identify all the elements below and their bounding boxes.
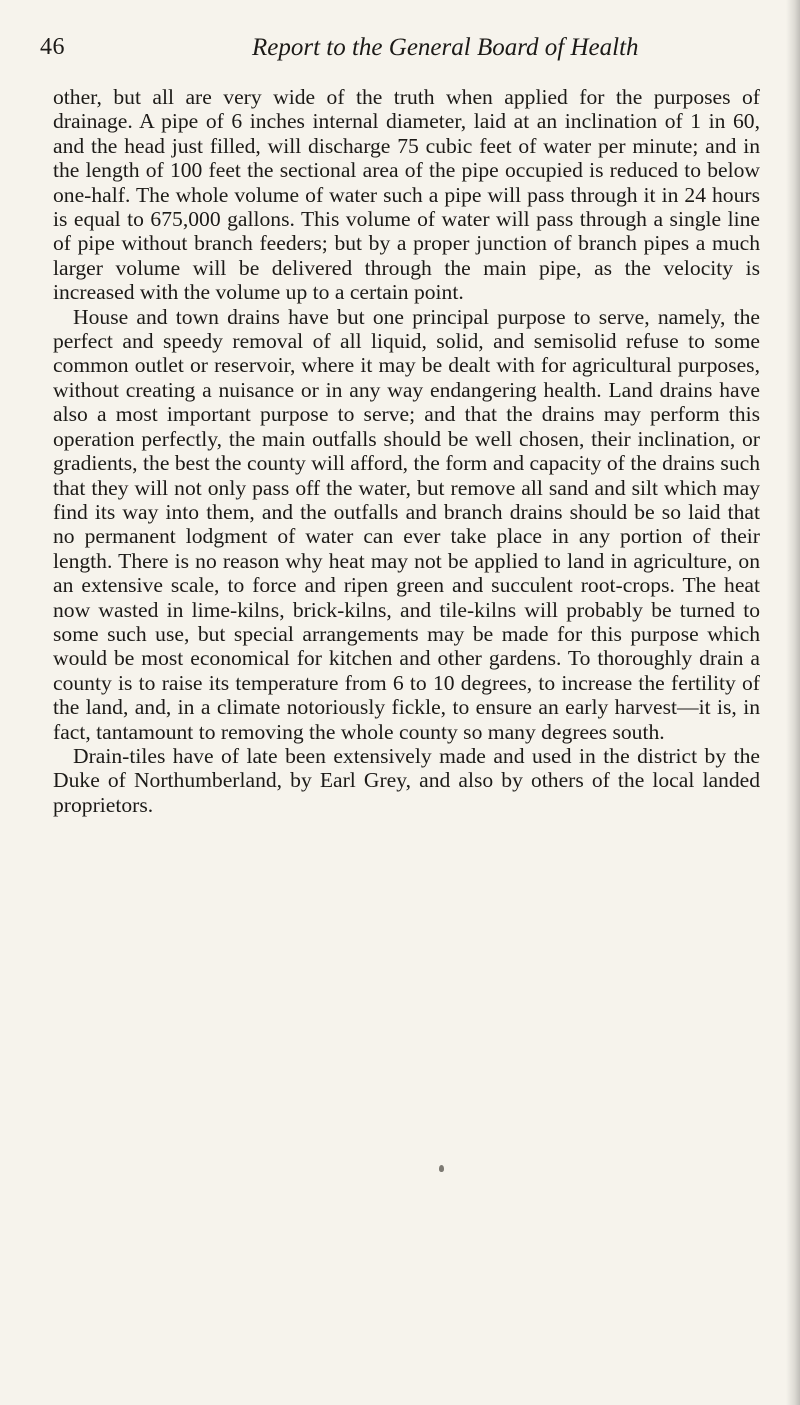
page-header — [40, 34, 760, 74]
page-edge-shadow — [786, 0, 800, 1405]
page-number: 46 — [40, 34, 65, 60]
paragraph-2: House and town drains have but one principal purpose to serve, namely, the perfect and speedy removal of all liquid, solid, and semisolid refuse to some common outlet or reservoir, where it may be dealt with for agricultural purposes, without creating a nuisance or in any way endangering health. Land drains have also a most important purpose to serve; and that the drains may perform this operation perfectly, the main outfalls should be well chosen, their inclination, or gradients, the best the county will afford, the form and capacity of the drains such that they will not only pass off the water, but remove all sand and silt which may find its way into them, and the outfalls and branch drains should be so laid that no permanent lodgment of water can ever take place in any portion of their length. There is no reason why heat may not be applied to land in agriculture, on an extensive scale, to force and ripen green and succulent root-crops. The heat now wasted in lime-kilns, brick-kilns, and tile-kilns will probably be turned to some such use, but special arrangements may be made for this purpose which would be most economical for kitchen and other gardens. To thoroughly drain a county is to raise its temperature from 6 to 10 degrees, to increase the fertility of the land, and, in a climate notoriously fickle, to ensure an early harvest—it is, in fact, tantamount to removing the whole county so many degrees south. — [53, 304, 760, 744]
paragraph-1: other, but all are very wide of the truth when applied for the purposes of drainage. A pipe of 6 inches internal diameter, laid at an inclination of 1 in 60, and the head just filled, will discharge 75 cubic feet of water per minute; and in the length of 100 feet the sectional area of the pipe occupied is reduced to below one-half. The whole volume of water such a pipe will pass through it in 24 hours is equal to 675,000 gallons. This volume of water will pass through a single line of pipe without branch feeders; but by a proper junction of branch pipes a much larger volume will be delivered through the main pipe, as the velocity is increased with the volume up to a certain point. — [53, 85, 760, 305]
running-title: Report to the General Board of Health — [252, 34, 639, 61]
body-text — [53, 85, 760, 817]
paragraph-3: Drain-tiles have of late been extensively made and used in the district by the Duke of Northumberland, by Earl Grey, and also by others of the local landed proprietors. — [53, 743, 760, 817]
ink-speck — [439, 1165, 444, 1172]
